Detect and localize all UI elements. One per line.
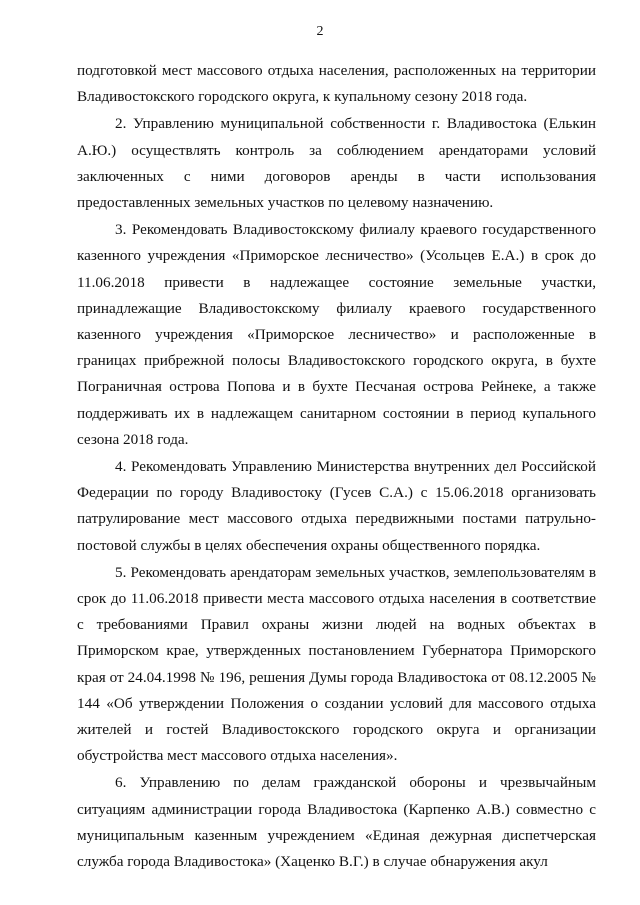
paragraph-item-2: 2. Управлению муниципальной собственности г. Владивостока (Елькин А.Ю.) осуществлять контроль за соблюдением арендаторами условий заключенных с ними договоров аренды в части использования предоставленных земельных участков по целевому назначению. [77, 115, 596, 212]
paragraph-item-6: 6. Управлению по делам гражданской обороны и чрезвычайным ситуациям администрации города Владивостока (Карпенко А.В.) совместно с муниципальным казенным учреждением «Единая дежурная диспетчерская служба города Владивостока» (Хаценко В.Г.) в случае обнаружения акул [77, 774, 596, 871]
page-number: 2 [316, 24, 324, 39]
paragraph-continuation: подготовкой мест массового отдыха населения, расположенных на территории Владивостокского городского округа, к купальному сезону 2018 года. [77, 62, 596, 106]
paragraph-item-3: 3. Рекомендовать Владивостокскому филиалу краевого государственного казенного учреждения «Приморское лесничество» (Усольцев Е.А.) в срок до 11.06.2018 привести в надлежащее состояние земельные участки, принадлежащие Владивостокскому филиалу краевого государственного казенного учреждения «Приморское лесничество» и расположенные в границах прибрежной полосы Владивостокского городского округа, в бухте Пограничная острова Попова и в бухте Песчаная острова Рейнеке, а также поддерживать их в надлежащем санитарном состоянии в период купального сезона 2018 года. [77, 221, 596, 448]
paragraph-item-5: 5. Рекомендовать арендаторам земельных участков, землепользователям в срок до 11.06.2018 привести места массового отдыха населения в соответствие с требованиями Правил охраны жизни людей на водных объектах в Приморском крае, утвержденных постановлением Губернатора Приморского края от 24.04.1998 № 196, решения Думы города Владивостока от 08.12.2005 № 144 «Об утверждении Положения о создании условий для массового отдыха жителей и гостей Владивостокского городского округа и организации обустройства мест массового отдыха населения». [77, 563, 596, 765]
document-body [77, 58, 596, 875]
paragraph-item-4: 4. Рекомендовать Управлению Министерства внутренних дел Российской Федерации по городу Владивостоку (Гусев С.А.) с 15.06.2018 организовать патрулирование мест массового отдыха передвижными постами патрульно-постовой службы в целях обеспечения охраны общественного порядка. [77, 458, 596, 554]
